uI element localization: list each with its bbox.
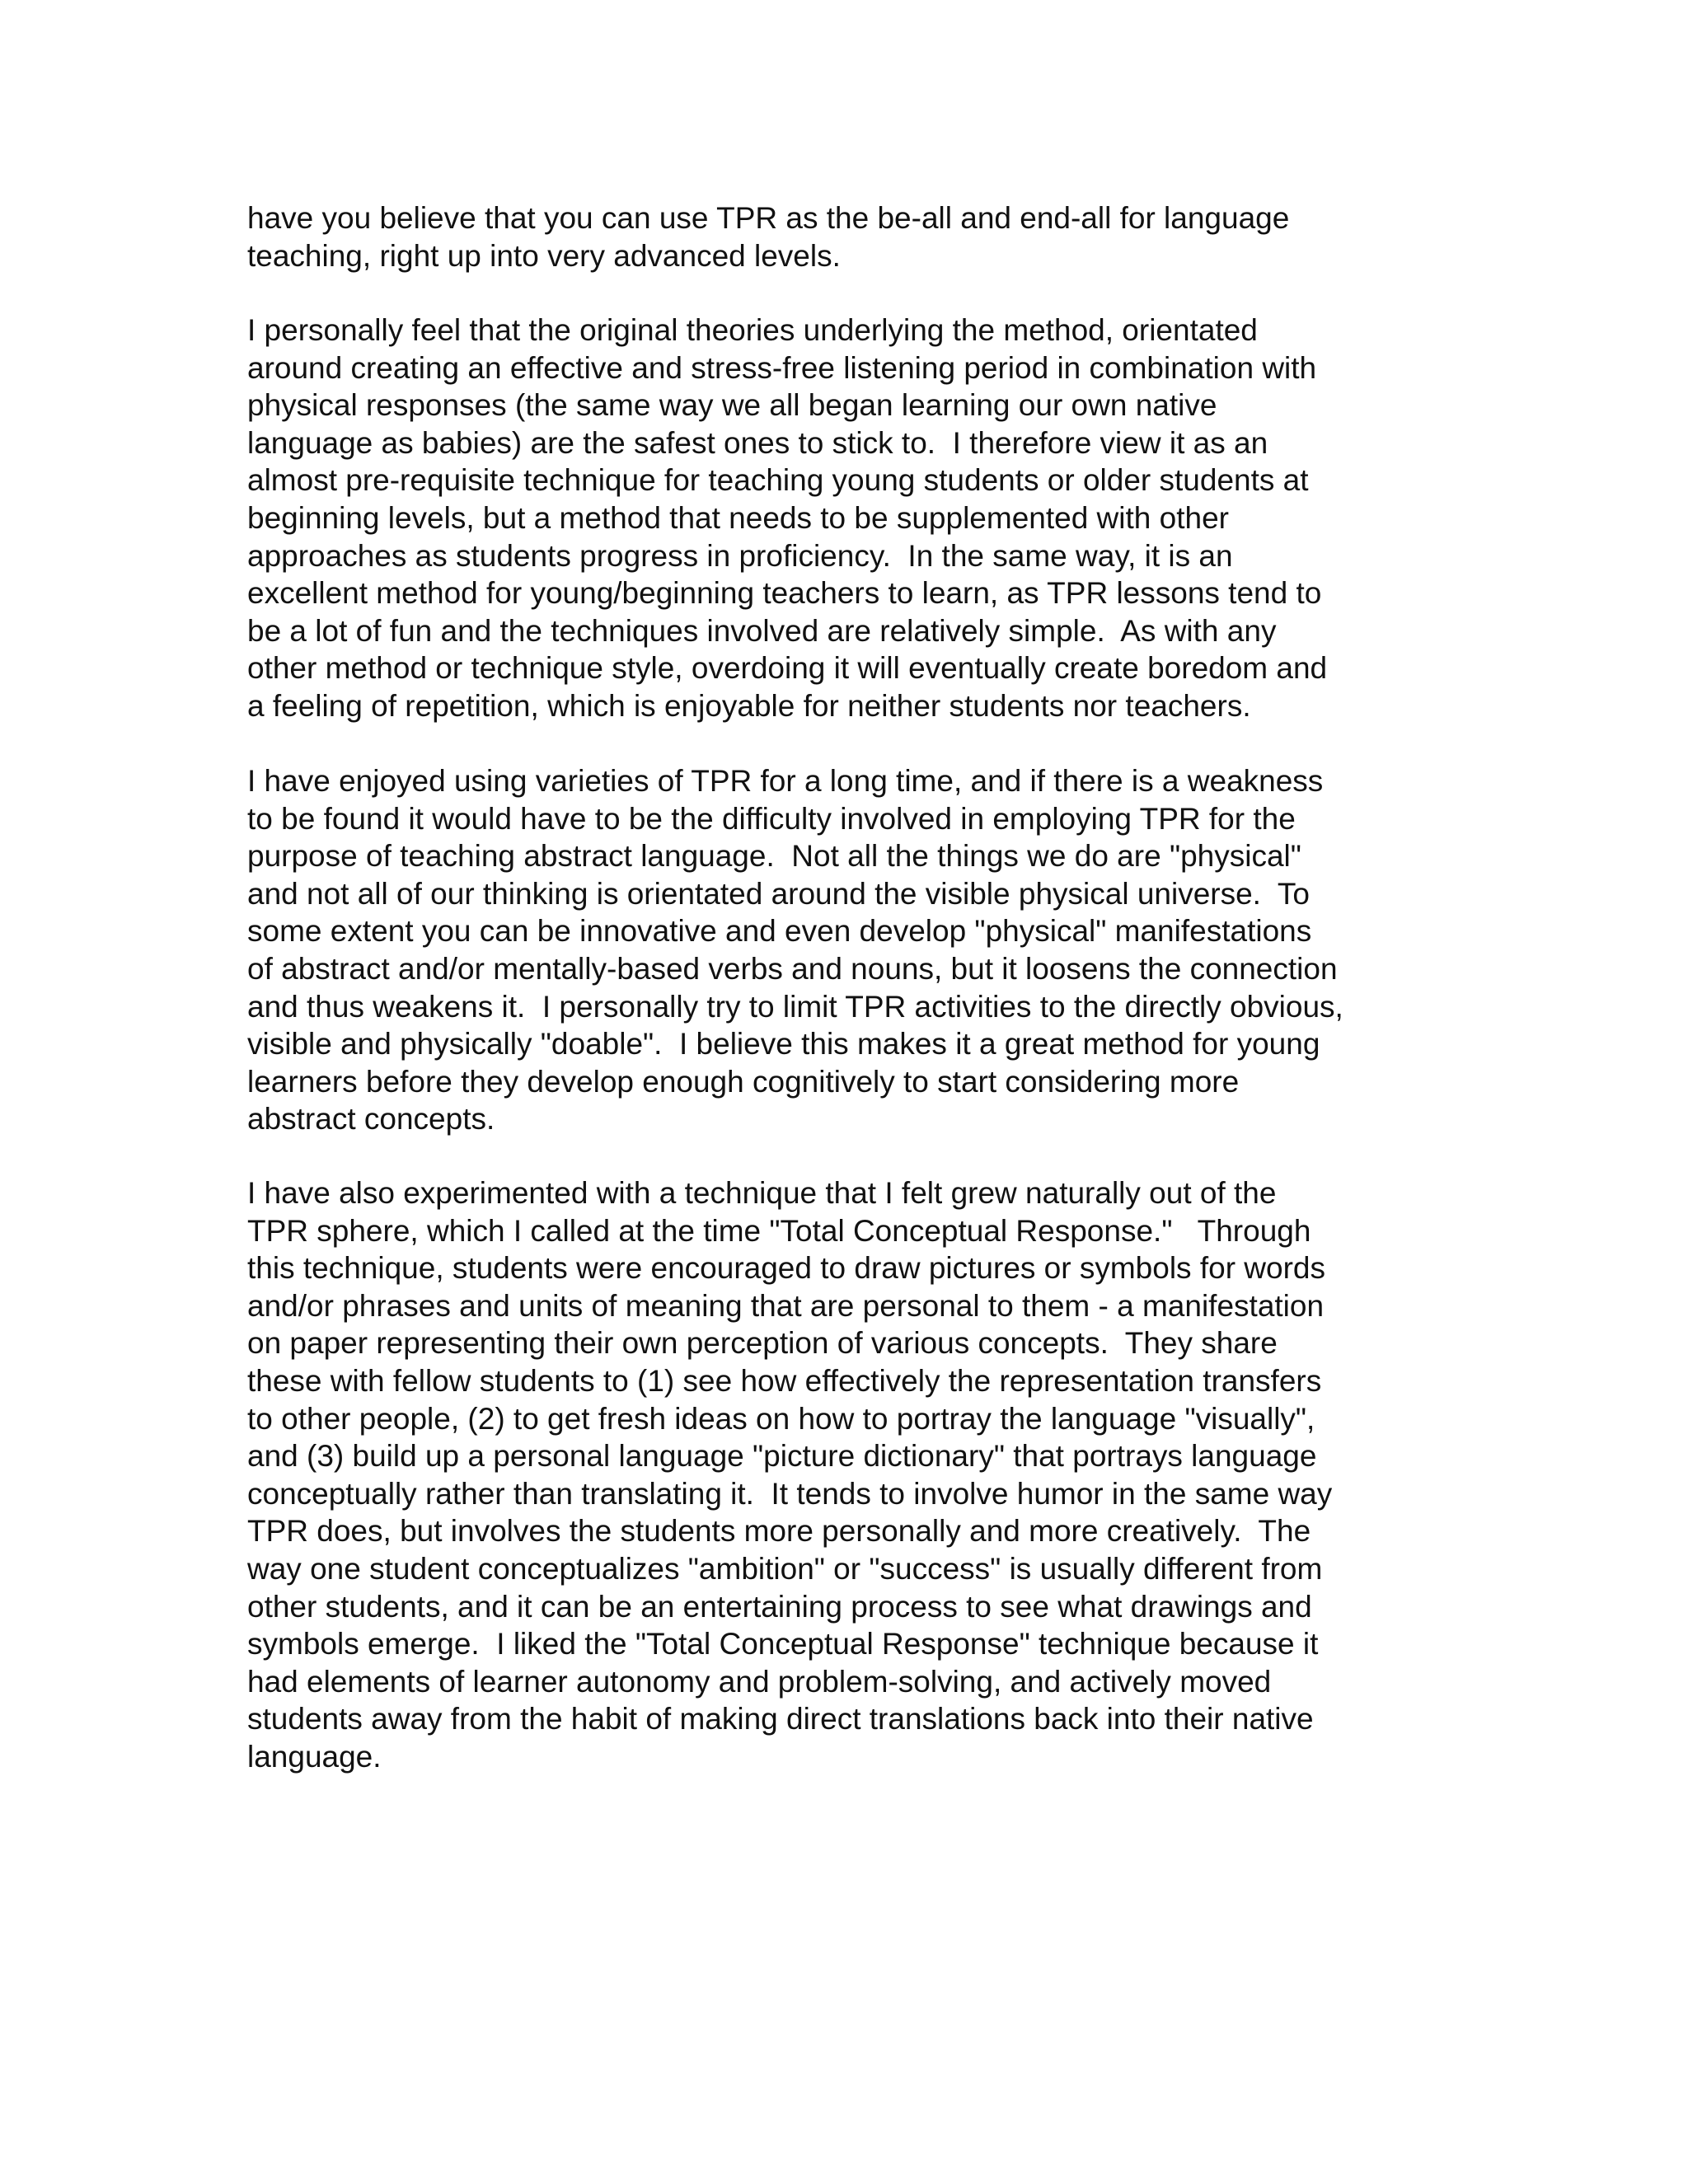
paragraph-line: had elements of learner autonomy and problem-solving, and actively moved [247,1664,1272,1699]
paragraph-line: other method or technique style, overdoing it will eventually create boredom and [247,651,1328,686]
paragraph-line: this technique, students were encouraged to draw pictures or symbols for words [247,1251,1325,1286]
paragraph-line: and thus weakens it. I personally try to limit TPR activities to the directly obvious, [247,989,1343,1024]
paragraph-line: to other people, (2) to get fresh ideas on how to portray the language "visually", [247,1401,1315,1436]
paragraph-line: a feeling of repetition, which is enjoyable for neither students nor teachers. [247,688,1251,723]
paragraph-line: and (3) build up a personal language "picture dictionary" that portrays language [247,1439,1317,1474]
paragraph-line: beginning levels, but a method that needs to be supplemented with other [247,500,1229,535]
paragraph-line: way one student conceptualizes "ambition" or "success" is usually different from [247,1551,1323,1586]
paragraph-line: these with fellow students to (1) see how effectively the representation transfers [247,1363,1322,1398]
paragraph-line: approaches as students progress in proficiency. In the same way, it is an [247,538,1233,573]
paragraph-3 [247,762,1451,1138]
paragraph-line: symbols emerge. I liked the "Total Conceptual Response" technique because it [247,1627,1319,1661]
paragraph-line: language. [247,1739,382,1774]
paragraph-line: some extent you can be innovative and even develop "physical" manifestations [247,914,1312,949]
paragraph-line: almost pre-requisite technique for teaching young students or older students at [247,463,1309,498]
paragraph-line: have you believe that you can use TPR as the be-all and end-all for language [247,201,1290,235]
paragraph-line: be a lot of fun and the techniques involved are relatively simple. As with any [247,613,1277,648]
paragraph-line: and/or phrases and units of meaning that are personal to them - a manifestation [247,1288,1325,1323]
paragraph-line: other students, and it can be an entertaining process to see what drawings and [247,1589,1312,1624]
paragraph-line: I have enjoyed using varieties of TPR for a long time, and if there is a weakness [247,764,1324,798]
paragraph-2 [247,312,1451,725]
paragraph-1 [247,199,1451,274]
paragraph-line: purpose of teaching abstract language. Not all the things we do are "physical" [247,839,1301,874]
paragraph-line: TPR sphere, which I called at the time "Total Conceptual Response." Through [247,1213,1311,1248]
paragraph-line: learners before they develop enough cognitively to start considering more [247,1064,1240,1099]
paragraph-line: physical responses (the same way we all began learning our own native [247,388,1217,423]
paragraph-line: and not all of our thinking is orientated around the visible physical universe. To [247,876,1310,911]
paragraph-line: excellent method for young/beginning teachers to learn, as TPR lessons tend to [247,576,1322,611]
paragraph-line: around creating an effective and stress-free listening period in combination with [247,350,1317,385]
paragraph-line: language as babies) are the safest ones to stick to. I therefore view it as an [247,425,1268,460]
paragraph-line: teaching, right up into very advanced levels. [247,238,841,273]
paragraph-line: I have also experimented with a technique that I felt grew naturally out of the [247,1176,1277,1210]
paragraph-line: I personally feel that the original theories underlying the method, orientated [247,313,1258,347]
paragraph-line: visible and physically "doable". I believe this makes it a great method for young [247,1027,1320,1062]
paragraph-line: to be found it would have to be the difficulty involved in employing TPR for the [247,801,1296,836]
paragraph-line: of abstract and/or mentally-based verbs and nouns, but it loosens the connection [247,951,1338,986]
paragraph-4 [247,1174,1451,1776]
paragraph-line: abstract concepts. [247,1102,495,1137]
paragraph-line: on paper representing their own perception of various concepts. They share [247,1326,1278,1361]
paragraph-line: TPR does, but involves the students more personally and more creatively. The [247,1514,1311,1549]
paragraph-line: students away from the habit of making direct translations back into their native [247,1702,1314,1736]
paragraph-line: conceptually rather than translating it. It tends to involve humor in the same way [247,1476,1333,1511]
